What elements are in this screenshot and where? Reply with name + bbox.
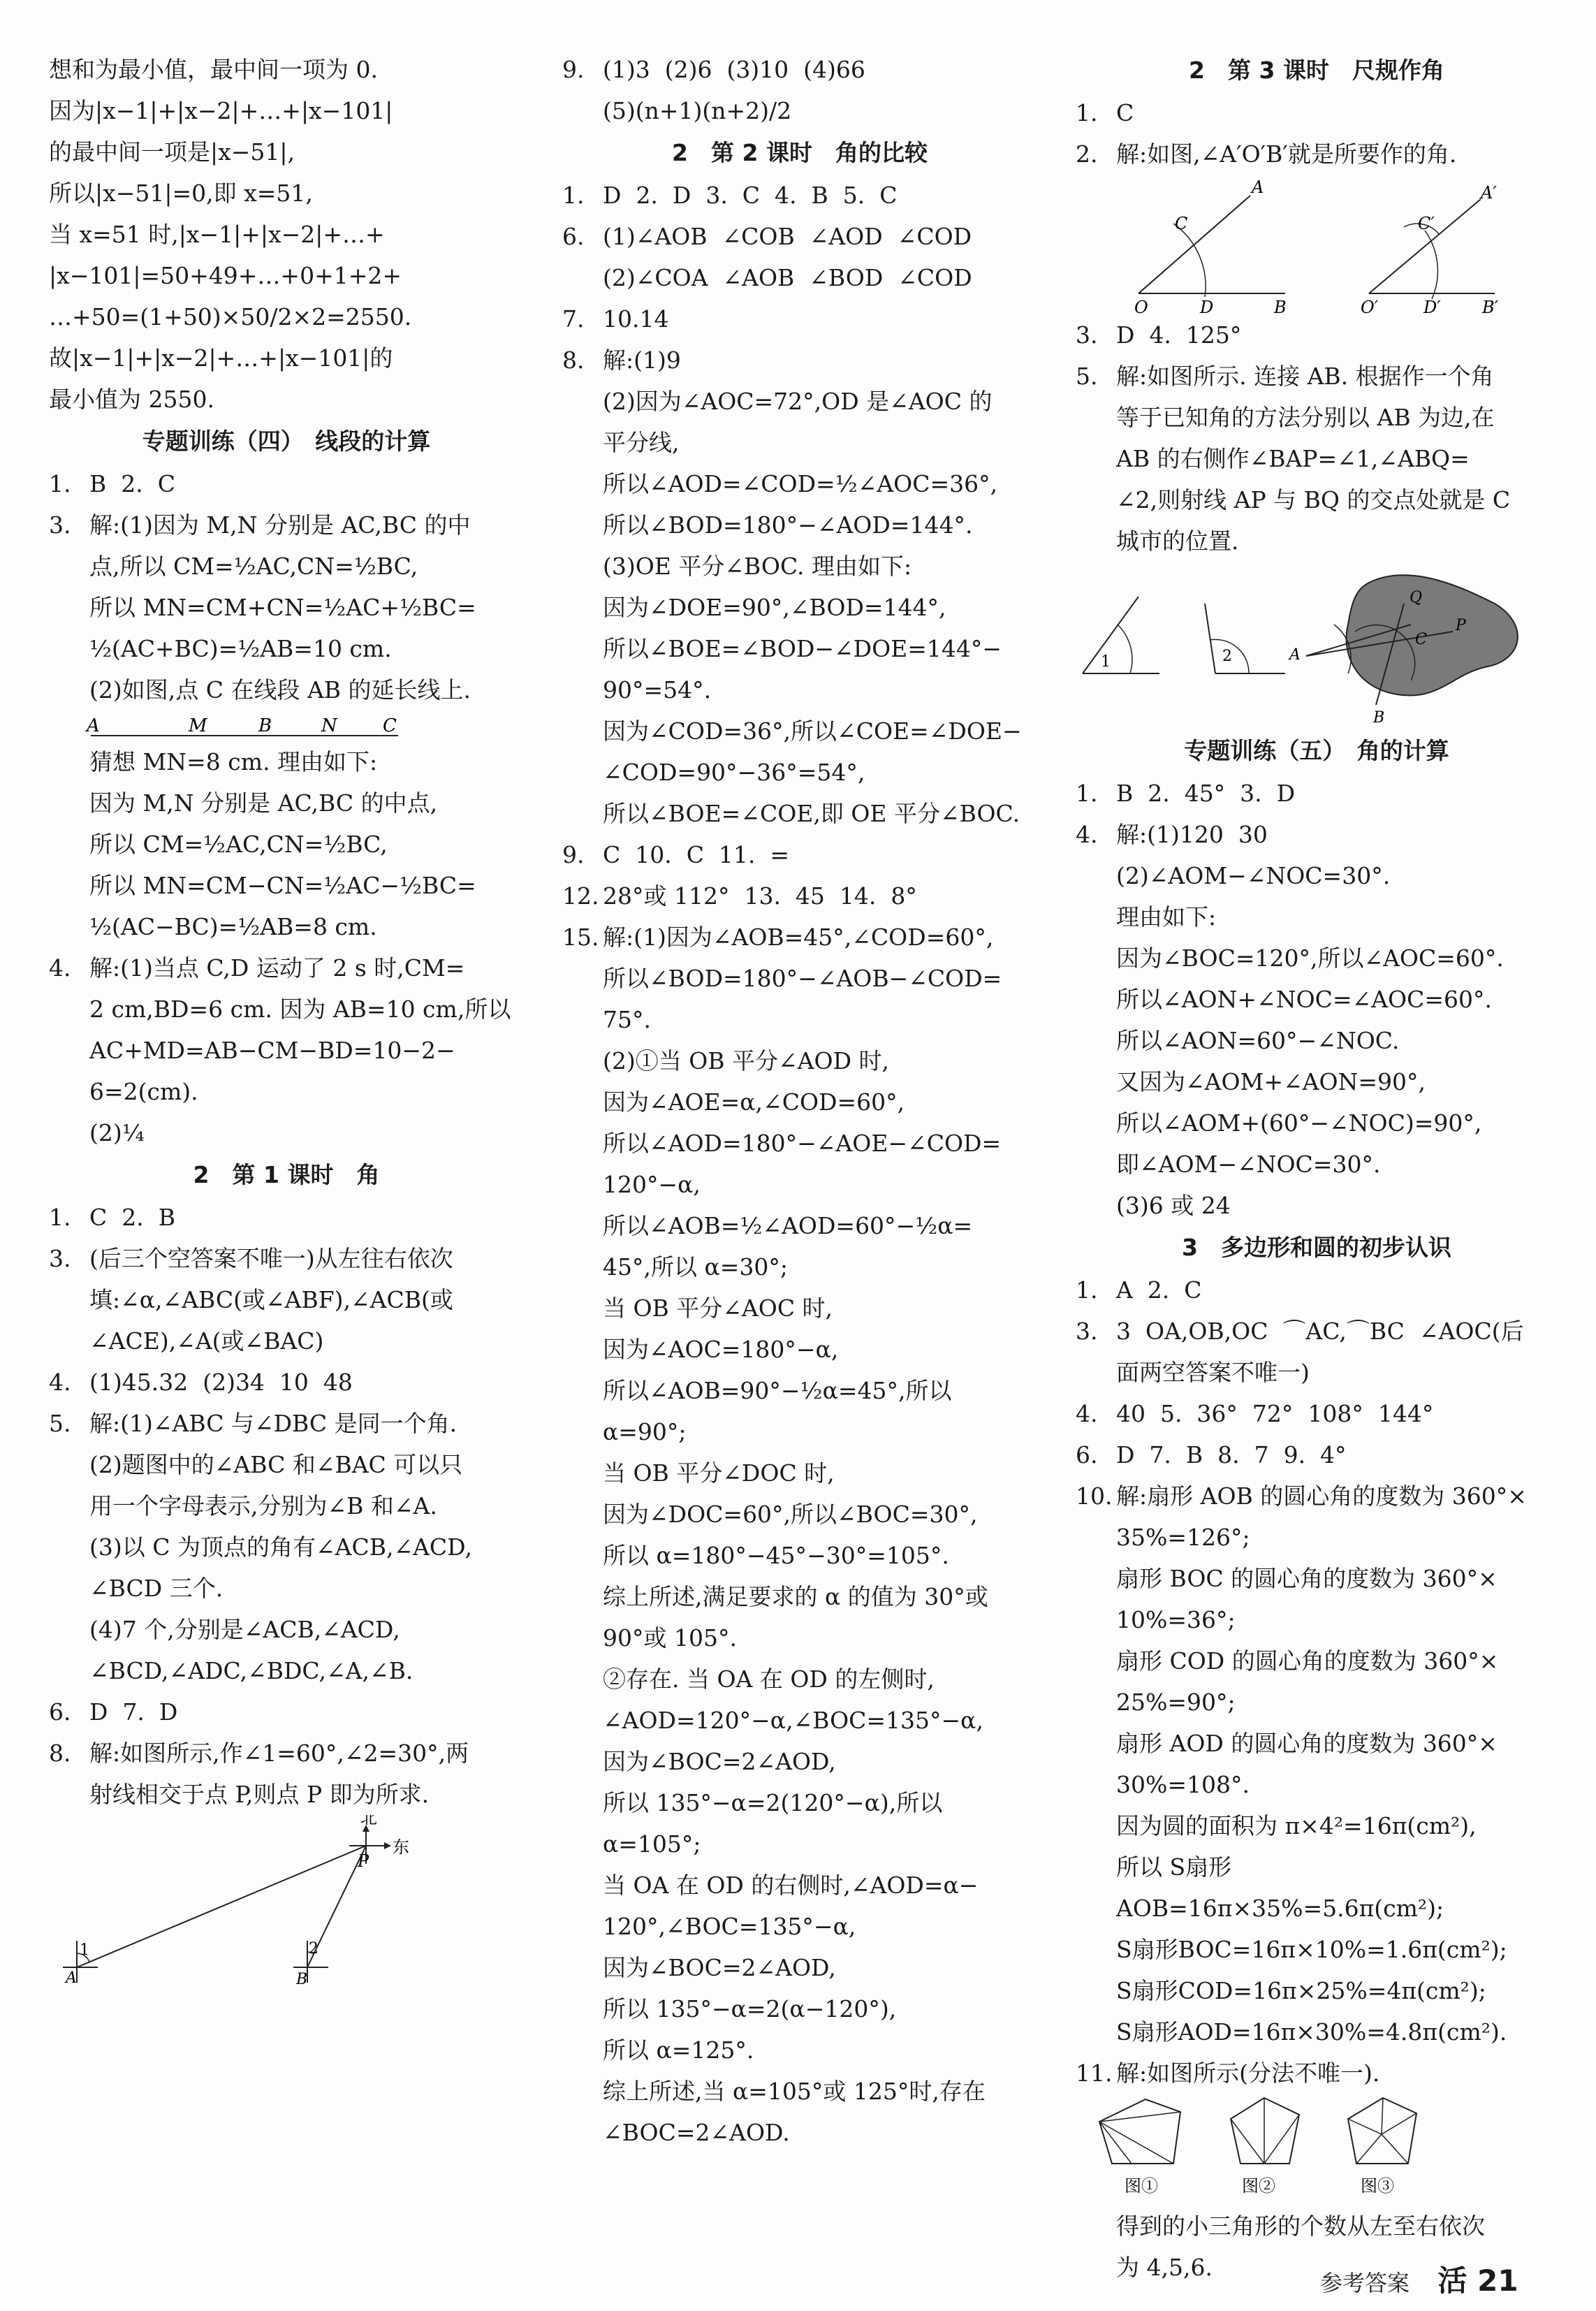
item-text: 解:(1)9 [603, 347, 681, 374]
point-c-label: C [1415, 631, 1427, 648]
point-a-label: A [1289, 646, 1301, 664]
item-text: 解:(1)∠ABC 与∠DBC 是同一个角. [89, 1410, 457, 1437]
text-line: 25%=90°; [1116, 1689, 1236, 1716]
text-line: 用一个字母表示,分别为∠B 和∠A. [89, 1492, 437, 1519]
point-a-prime-label: A′ [1481, 183, 1497, 203]
item-text: 解:(1)当点 C,D 运动了 2 s 时,CM= [89, 954, 465, 982]
text-line: 45°,所以 α=30°; [603, 1253, 789, 1281]
text-line: ∠BOC=2∠AOD. [603, 2119, 790, 2146]
text-line: 因为∠AOC=180°−α, [603, 1336, 839, 1363]
item-text: B 2. 45° 3. D [1116, 780, 1296, 807]
point-b-label: B [258, 715, 272, 736]
text-line: 射线相交于点 P,则点 P 即为所求. [89, 1781, 430, 1808]
angle-construction-figure [1076, 175, 1558, 314]
item-number: 4. [49, 954, 71, 982]
text-line: (3)以 C 为顶点的角有∠ACB,∠ACD, [89, 1533, 472, 1561]
text-line [1076, 814, 1558, 855]
text-line: ½(AC−BC)=½AB=8 cm. [89, 913, 377, 940]
item-number: 4. [1076, 821, 1098, 848]
text-line: 理由如下: [1116, 903, 1217, 931]
east-label: 东 [393, 1837, 409, 1857]
text-line [562, 917, 1037, 958]
text-line: ½(AC+BC)=½AB=10 cm. [89, 635, 392, 662]
item-text: 解:如图,∠A′O′B′就是所要作的角. [1116, 140, 1457, 168]
text-line: 所以∠BOD=180°−∠AOB−∠COD= [603, 965, 1002, 992]
text-line: 城市的位置. [1116, 527, 1239, 555]
text-line: (3)6 或 24 [1116, 1192, 1231, 1219]
pentagon-diagrams [1076, 2094, 1558, 2206]
text-line: S扇形COD=16π×25%=4π(cm²); [1116, 1977, 1486, 2004]
north-label: 北 [360, 1815, 377, 1828]
point-a-label: A [1252, 177, 1264, 197]
item-text: B 2. C [89, 470, 175, 497]
item-number: 5. [49, 1410, 71, 1437]
item-text: 解:如图所示. 连接 AB. 根据作一个角 [1116, 363, 1494, 390]
item-text: (1)45.32 (2)34 10 48 [89, 1369, 353, 1396]
text-line: 因为∠BOC=2∠AOD, [603, 1954, 836, 1981]
section-heading: 专题训练（四） 线段的计算 [142, 428, 431, 455]
item-text: 10.14 [603, 305, 669, 333]
point-p-label: P [358, 1851, 369, 1871]
point-b-label: B [1373, 709, 1385, 727]
text-line: 因为∠AOE=α,∠COD=60°, [603, 1088, 905, 1116]
figure-1-label: 图① [1125, 2176, 1158, 2196]
item-text: 解:扇形 AOB 的圆心角的度数为 360°× [1116, 1482, 1527, 1510]
item-text: C 2. B [89, 1204, 175, 1231]
item-text: D 2. D 3. C 4. B 5. C [603, 182, 898, 209]
text-line [1076, 133, 1558, 175]
text-line: 最小值为 2550. [49, 386, 214, 413]
text-line: 当 OB 平分∠DOC 时, [603, 1459, 835, 1487]
text-line: ∠2,则射线 AP 与 BQ 的交点处就是 C [1116, 486, 1511, 513]
answer-block [1076, 92, 1558, 175]
text-line: 所以∠BOE=∠COE,即 OE 平分∠BOC. [603, 800, 1020, 827]
text-line: 所以∠AON+∠NOC=∠AOC=60°. [1116, 986, 1492, 1013]
text-line: 点,所以 CM=½AC,CN=½BC, [89, 553, 418, 580]
text-line: 为 4,5,6. [1116, 2254, 1213, 2281]
text-line [49, 1362, 524, 1403]
item-text: 解:(1)120 30 [1116, 821, 1268, 848]
direction-diagram [49, 1815, 524, 1990]
item-number: 1. [1076, 1276, 1098, 1304]
text-line [49, 1197, 524, 1238]
text-line [1076, 1393, 1558, 1434]
text-line [562, 834, 1037, 875]
text-line: …+50=(1+50)×50/2×2=2550. [49, 303, 412, 330]
text-line: 综上所述,满足要求的 α 的值为 30°或 [603, 1583, 988, 1610]
text-line: (4)7 个,分别是∠ACB,∠ACD, [89, 1616, 400, 1643]
text-line: 因为|x−1|+|x−2|+…+|x−101| [49, 97, 393, 124]
text-line: 所以∠AON=60°−∠NOC. [1116, 1027, 1400, 1054]
text-line [562, 298, 1037, 340]
item-text: A 2. C [1116, 1276, 1202, 1304]
point-p-label: P [1456, 617, 1466, 634]
text-line: 所以 MN=CM−CN=½AC−½BC= [89, 872, 476, 899]
city-location-figure [1076, 562, 1558, 729]
text-line: 所以 α=125°. [603, 2036, 754, 2064]
answer-block [49, 49, 524, 420]
text-line: 所以 α=180°−45°−30°=105°. [603, 1542, 949, 1569]
text-line [1076, 1269, 1558, 1311]
item-number: 4. [1076, 1400, 1098, 1427]
text-line: (2)∠AOM−∠NOC=30°. [1116, 862, 1391, 889]
text-line: 当 OA 在 OD 的右侧时,∠AOD=α− [603, 1872, 979, 1899]
text-line: 想和为最小值，最中间一项为 0. [49, 56, 378, 83]
item-number: 6. [49, 1698, 71, 1726]
page-footer [1320, 2258, 1518, 2300]
text-line: 35%=126°; [1116, 1524, 1250, 1551]
text-line: 扇形 AOD 的圆心角的度数为 360°× [1116, 1730, 1498, 1757]
item-number: 3. [49, 1245, 71, 1272]
text-line [562, 175, 1037, 216]
text-line: 即∠AOM−∠NOC=30°. [1116, 1151, 1381, 1178]
text-line: S扇形BOC=16π×10%=1.6π(cm²); [1116, 1936, 1507, 1963]
text-line: AC+MD=AB−CM−BD=10−2− [89, 1037, 455, 1064]
item-number: 9. [562, 841, 585, 868]
text-line: 120°,∠BOC=135°−α, [603, 1913, 856, 1940]
text-line: 猜想 MN=8 cm. 理由如下: [89, 748, 378, 775]
text-line: 当 OB 平分∠AOC 时, [603, 1295, 833, 1322]
text-line: (2)①当 OB 平分∠AOD 时, [603, 1047, 890, 1074]
item-text: C [1116, 99, 1134, 126]
item-text: (1)∠AOB ∠COB ∠AOD ∠COD [603, 223, 972, 250]
item-text: 解:如图所示(分法不唯一). [1116, 2060, 1380, 2087]
text-line: (2)如图,点 C 在线段 AB 的延长线上. [89, 676, 471, 703]
item-number: 9. [562, 56, 585, 83]
answer-block [1076, 1269, 1558, 2094]
page-number: 活 21 [1437, 2263, 1518, 2298]
item-number: 3. [1076, 321, 1098, 349]
point-o-prime-label: O′ [1361, 298, 1379, 314]
text-line: 因为∠COD=36°,所以∠COE=∠DOE− [603, 717, 1022, 745]
text-line: 所以∠AOM+(60°−∠NOC)=90°, [1116, 1109, 1482, 1137]
item-text: (后三个空答案不唯一)从左往右依次 [89, 1245, 453, 1272]
point-b-prime-label: B′ [1482, 298, 1499, 314]
text-line [562, 49, 1037, 90]
point-b-label: B [1274, 298, 1287, 314]
text-line: ∠BCD 三个. [89, 1575, 224, 1602]
text-line: 所以 135°−α=2(α−120°), [603, 1995, 897, 2022]
item-text: 3 OA,OB,OC ⌒AC,⌒BC ∠AOC(后 [1116, 1318, 1524, 1345]
item-number: 4. [49, 1369, 71, 1396]
figure-2-label: 图② [1242, 2176, 1275, 2196]
text-line: (2)¼ [89, 1119, 145, 1146]
text-line: 所以∠BOD=180°−∠AOD=144°. [603, 511, 973, 539]
footer-label: 参考答案 [1320, 2270, 1410, 2296]
item-number: 1. [49, 1204, 71, 1231]
text-line: 所以∠AOB=90°−½α=45°,所以 [603, 1377, 952, 1404]
text-line [1076, 1311, 1558, 1352]
item-number: 10. [1076, 1482, 1113, 1510]
item-number: 7. [562, 305, 585, 333]
item-number: 11. [1076, 2060, 1113, 2087]
text-line: 得到的小三角形的个数从左至右依次 [1116, 2212, 1485, 2240]
text-line: 因为∠BOC=2∠AOD, [603, 1748, 836, 1775]
text-line: 综上所述,当 α=105°或 125°时,存在 [603, 2078, 986, 2105]
text-line: (2)题图中的∠ABC 和∠BAC 可以只 [89, 1451, 463, 1478]
figure-3-label: 图③ [1361, 2176, 1394, 2196]
item-number: 8. [562, 347, 585, 374]
text-line [49, 504, 524, 546]
item-number: 6. [1076, 1441, 1098, 1468]
text-line: ②存在. 当 OA 在 OD 的左侧时, [603, 1665, 935, 1693]
text-line: 面两空答案不唯一) [1116, 1359, 1310, 1386]
text-line: 因为 M,N 分别是 AC,BC 的中点, [89, 789, 438, 817]
text-line [49, 463, 524, 504]
text-line [1076, 92, 1558, 133]
text-line: 的最中间一项是|x−51|, [49, 138, 295, 166]
item-number: 1. [49, 470, 71, 497]
item-text: 40 5. 36° 72° 108° 144° [1116, 1400, 1434, 1427]
point-q-label: Q [1410, 589, 1423, 606]
text-line: (5)(n+1)(n+2)/2 [603, 97, 792, 124]
text-line: 所以∠AOB=½∠AOD=60°−½α= [603, 1212, 973, 1239]
section-heading: 2 第 1 课时 角 [193, 1161, 380, 1188]
text-line: 所以 MN=CM+CN=½AC+½BC= [89, 594, 476, 621]
text-line: 又因为∠AOM+∠AON=90°, [1116, 1068, 1426, 1095]
item-number: 12. [562, 882, 599, 910]
text-line: 扇形 COD 的圆心角的度数为 360°× [1116, 1647, 1499, 1675]
text-line: 120°−α, [603, 1171, 701, 1198]
text-line: ∠AOD=120°−α,∠BOC=135°−α, [603, 1707, 983, 1734]
item-text: 28°或 112° 13. 45 14. 8° [603, 882, 917, 910]
point-c-prime-label: C′ [1418, 214, 1435, 233]
section-heading: 2 第 2 课时 角的比较 [672, 139, 928, 166]
text-line: |x−101|=50+49+…+0+1+2+ [49, 262, 402, 289]
answer-block [49, 463, 524, 710]
text-line: ∠BCD,∠ADC,∠BDC,∠A,∠B. [89, 1657, 413, 1684]
point-a-label: A [87, 715, 100, 736]
text-line [1076, 356, 1558, 397]
text-line: 30%=108°. [1116, 1771, 1250, 1798]
answer-block [1076, 773, 1558, 1226]
text-line: 因为∠DOC=60°,所以∠BOC=30°, [603, 1501, 978, 1528]
item-number: 5. [1076, 363, 1098, 390]
item-text: D 7. D [89, 1698, 178, 1726]
text-line [49, 1691, 524, 1733]
text-line: 平分线, [603, 429, 680, 456]
text-line [562, 216, 1037, 257]
point-o-label: O [1134, 298, 1148, 314]
item-number: 1. [1076, 780, 1098, 807]
item-number: 2. [1076, 140, 1098, 168]
text-line: 2 cm,BD=6 cm. 因为 AB=10 cm,所以 [89, 996, 511, 1023]
text-line: 90°或 105°. [603, 1624, 737, 1652]
text-line [1076, 773, 1558, 814]
text-line: 10%=36°; [1116, 1606, 1236, 1633]
point-d-label: D [1200, 298, 1214, 314]
answer-block [49, 1197, 524, 1815]
text-line: 故|x−1|+|x−2|+…+|x−101|的 [49, 344, 393, 372]
text-line [1076, 2053, 1558, 2094]
item-number: 3. [1076, 1318, 1098, 1345]
text-line [562, 340, 1037, 381]
text-line: (2)因为∠AOC=72°,OD 是∠AOC 的 [603, 388, 993, 415]
text-line: ∠COD=90°−36°=54°, [603, 759, 865, 786]
text-line: α=90°; [603, 1418, 687, 1445]
text-line: 扇形 BOC 的圆心角的度数为 360°× [1116, 1565, 1498, 1592]
item-text: D 7. B 8. 7 9. 4° [1116, 1441, 1347, 1468]
text-line: 所以 135°−α=2(120°−α),所以 α=105°; [603, 1789, 950, 1858]
text-line: S扇形AOD=16π×30%=4.8π(cm²). [1116, 2018, 1507, 2046]
angle-1-label: 1 [80, 1941, 89, 1959]
direction-figure [49, 1815, 524, 1990]
text-line: (2)∠COA ∠AOB ∠BOD ∠COD [603, 264, 972, 291]
city-location-diagram [1076, 562, 1558, 729]
column-1 [49, 49, 524, 1990]
text-line: 所以 S扇形AOB=16π×35%=5.6π(cm²); [1116, 1853, 1444, 1922]
pentagon-figures [1076, 2094, 1558, 2206]
item-text: D 4. 125° [1116, 321, 1242, 349]
point-b-label: B [296, 1971, 308, 1988]
text-line [1076, 1434, 1558, 1475]
text-line: ∠ACE),∠A(或∠BAC) [89, 1327, 324, 1355]
answer-block [562, 175, 1037, 2153]
item-number: 15. [562, 924, 599, 951]
item-text: 解:(1)因为 M,N 分别是 AC,BC 的中 [89, 511, 471, 539]
segment-figure [49, 710, 524, 741]
section-heading: 3 多边形和圆的初步认识 [1182, 1234, 1451, 1261]
text-line [49, 947, 524, 989]
text-line: (3)OE 平分∠BOC. 理由如下: [603, 553, 912, 580]
item-number: 1. [562, 182, 585, 209]
text-line: 所以|x−51|=0,即 x=51, [49, 180, 313, 207]
text-line: 6=2(cm). [89, 1078, 198, 1105]
text-line: AB 的右侧作∠BAP=∠1,∠ABQ= [1116, 445, 1470, 472]
point-c-label: C [383, 715, 397, 736]
item-text: 解:(1)因为∠AOB=45°,∠COD=60°, [603, 924, 994, 951]
text-line: 90°=54°. [603, 676, 712, 703]
item-number: 8. [49, 1740, 71, 1767]
text-line: 因为∠DOE=90°,∠BOD=144°, [603, 594, 946, 621]
section-heading: 2 第 3 课时 尺规作角 [1189, 57, 1444, 84]
text-line: 75°. [603, 1006, 651, 1033]
text-line: 所以∠AOD=∠COD=½∠AOC=36°, [603, 470, 998, 497]
text-line: 等于已知角的方法分别以 AB 为边,在 [1116, 404, 1495, 431]
text-line: 因为∠BOC=120°,所以∠AOC=60°. [1116, 945, 1504, 972]
point-c-label: C [1175, 214, 1188, 233]
item-number: 3. [49, 511, 71, 539]
column-3 [1076, 49, 1558, 2288]
answer-block [1076, 314, 1558, 562]
section-heading: 专题训练（五） 角的计算 [1184, 737, 1449, 764]
angle-1-label: 1 [1101, 653, 1111, 671]
point-a-label: A [66, 1969, 77, 1987]
item-text: (1)3 (2)6 (3)10 (4)66 [603, 56, 865, 83]
answer-block [562, 49, 1037, 131]
text-line [49, 1403, 524, 1444]
item-number: 6. [562, 223, 585, 250]
text-line [49, 1733, 524, 1774]
point-m-label: M [189, 715, 207, 736]
angle-2-label: 2 [1222, 648, 1232, 665]
text-line [562, 875, 1037, 917]
column-2 [562, 49, 1037, 2153]
point-d-prime-label: D′ [1423, 298, 1441, 314]
text-line: 当 x=51 时,|x−1|+|x−2|+…+ [49, 221, 385, 248]
text-line [1076, 1475, 1558, 1517]
angle-construction-diagram [1076, 175, 1558, 314]
item-text: C 10. C 11. = [603, 841, 790, 868]
text-line: 填:∠α,∠ABC(或∠ABF),∠ACB(或 [89, 1286, 453, 1313]
text-line: 所以∠AOD=180°−∠AOE−∠COD= [603, 1130, 1002, 1157]
text-line: 所以 CM=½AC,CN=½BC, [89, 831, 388, 858]
item-number: 1. [1076, 99, 1098, 126]
text-line: 因为圆的面积为 π×4²=16π(cm²), [1116, 1812, 1477, 1839]
text-line [49, 1238, 524, 1279]
angle-2-label: 2 [309, 1940, 319, 1958]
segment-diagram [49, 710, 524, 741]
point-n-label: N [321, 715, 337, 736]
text-line [1076, 314, 1558, 356]
text-line: 所以∠BOE=∠BOD−∠DOE=144°− [603, 635, 1002, 662]
item-text: 解:如图所示,作∠1=60°,∠2=30°,两 [89, 1740, 469, 1767]
answer-block [49, 741, 524, 1153]
